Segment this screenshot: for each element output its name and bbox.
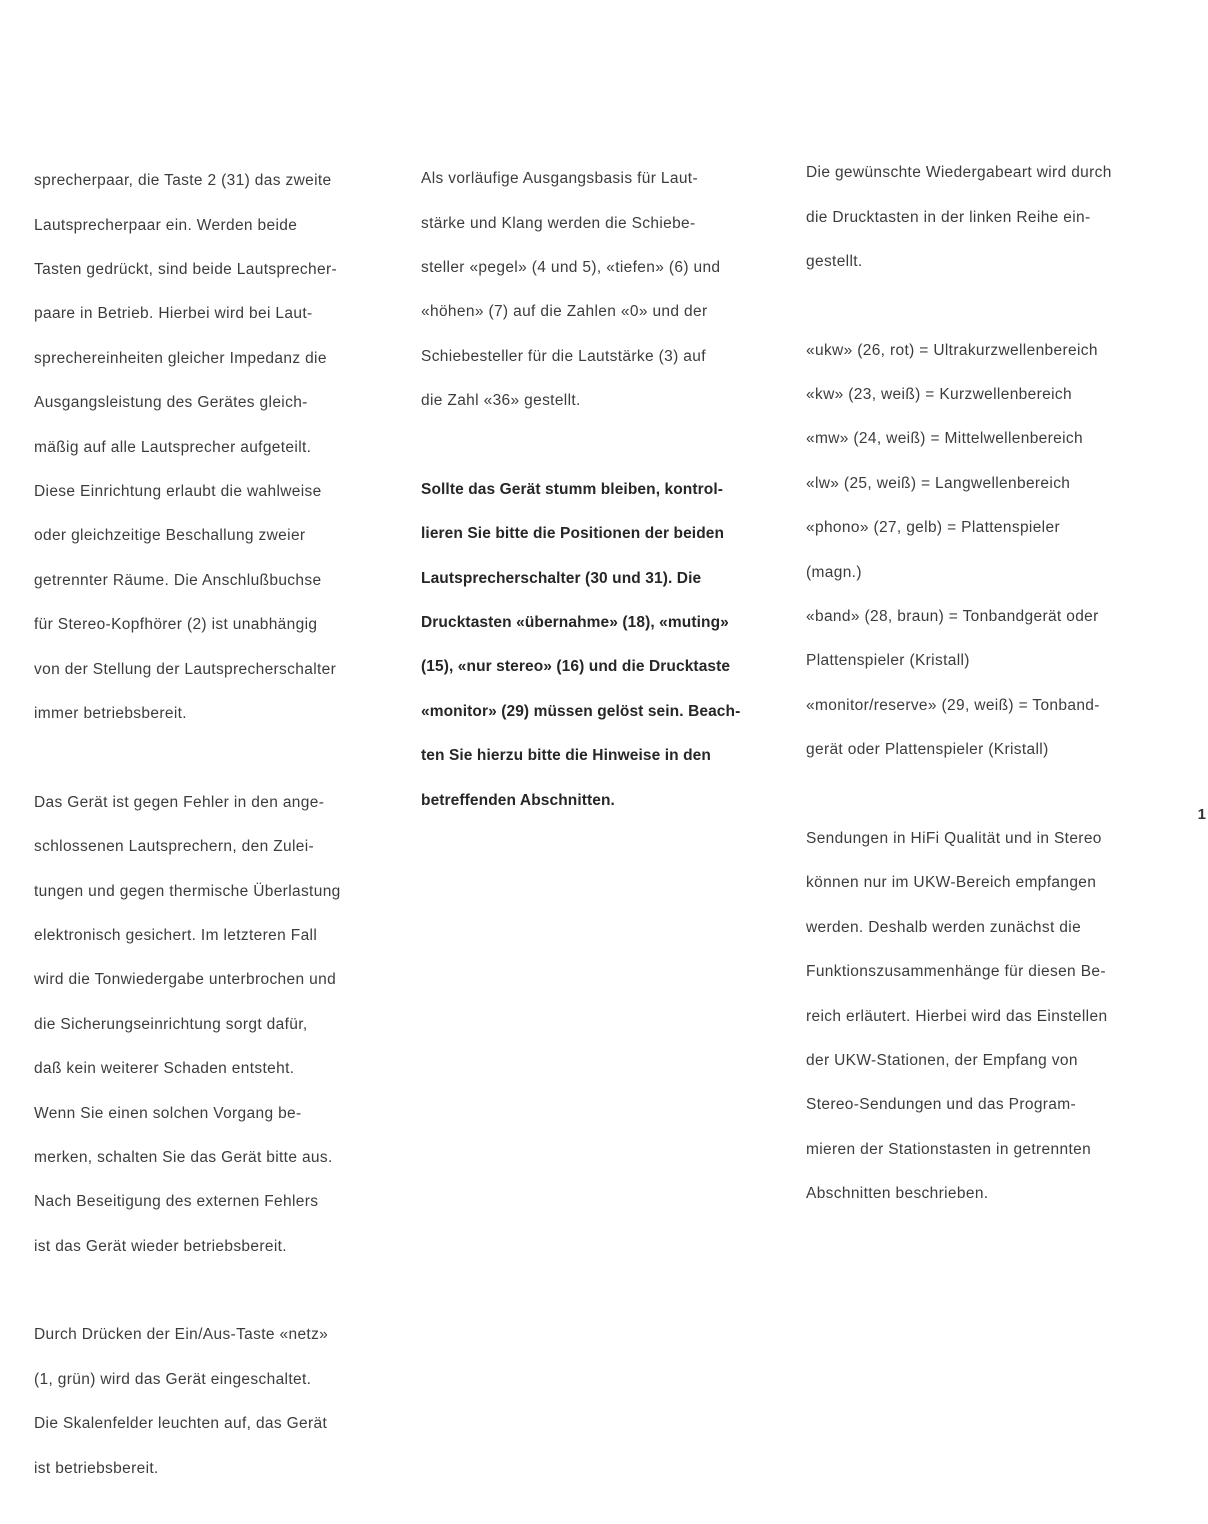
text-line: Stereo-Sendungen und das Program-	[806, 1096, 1077, 1114]
text-line: werden. Deshalb werden zunächst die	[806, 918, 1082, 936]
paragraph-protection	[34, 769, 404, 1280]
text-line: die Sicherungseinrichtung sorgt dafür,	[34, 1015, 308, 1033]
list-item: «phono» (27, gelb) = Plattenspieler	[806, 519, 1060, 537]
paragraph-speaker-pairs	[34, 148, 404, 747]
list-item: «lw» (25, weiß) = Langwellenbereich	[806, 474, 1071, 492]
list-item: (magn.)	[806, 563, 862, 581]
text-line: Sollte das Gerät stumm bleiben, kontrol-	[421, 480, 723, 498]
list-item: «band» (28, braun) = Tonbandgerät oder	[806, 608, 1099, 626]
text-line: ist das Gerät wieder betriebsbereit.	[34, 1237, 287, 1255]
list-item: Plattenspieler (Kristall)	[806, 652, 970, 670]
text-line: mieren der Stationstasten in getrennten	[806, 1140, 1092, 1158]
text-line: Nach Beseitigung des externen Fehlers	[34, 1193, 319, 1211]
text-line: sprecherpaar, die Taste 2 (31) das zweite	[34, 172, 332, 190]
text-line: für Stereo-Kopfhörer (2) ist unabhängig	[34, 616, 318, 634]
text-line: Durch Drücken der Ein/Aus-Taste «netz»	[34, 1326, 329, 1344]
text-line: steller «pegel» (4 und 5), «tiefen» (6) und	[421, 259, 721, 277]
text-line: gestellt.	[806, 253, 863, 271]
text-line: schlossenen Lautsprechern, den Zulei-	[34, 838, 315, 856]
text-line: «monitor» (29) müssen gelöst sein. Beach-	[421, 702, 741, 720]
text-line: Ausgangsleistung des Gerätes gleich-	[34, 394, 308, 412]
page-number: 1	[1197, 806, 1206, 823]
text-line: die Zahl «36» gestellt.	[421, 392, 581, 410]
text-line: Lautsprecherpaar ein. Werden beide	[34, 216, 298, 234]
text-line: der UKW-Stationen, der Empfang von	[806, 1051, 1078, 1069]
text-line: Als vorläufige Ausgangsbasis für Laut-	[421, 170, 698, 188]
paragraph-playback-mode	[806, 140, 1186, 295]
text-line: Tasten gedrückt, sind beide Lautsprecher-	[34, 261, 337, 279]
text-line: daß kein weiterer Schaden entsteht.	[34, 1060, 295, 1078]
text-line: lieren Sie bitte die Positionen der beiden	[421, 525, 725, 543]
text-line: paare in Betrieb. Hierbei wird bei Laut-	[34, 305, 313, 323]
text-line: Diese Einrichtung erlaubt die wahlweise	[34, 483, 322, 501]
list-item: «kw» (23, weiß) = Kurzwellenbereich	[806, 386, 1072, 404]
text-line: Abschnitten beschrieben.	[806, 1185, 989, 1203]
text-line: die Drucktasten in der linken Reihe ein-	[806, 208, 1091, 226]
paragraph-troubleshooting-note	[421, 457, 801, 834]
list-item: «ukw» (26, rot) = Ultrakurzwellenbereich	[806, 341, 1098, 359]
text-line: Die Skalenfelder leuchten auf, das Gerät	[34, 1415, 328, 1433]
text-line: «höhen» (7) auf die Zahlen «0» und der	[421, 303, 708, 321]
text-line: merken, schalten Sie das Gerät bitte aus.	[34, 1148, 333, 1166]
text-line: mäßig auf alle Lautsprecher aufgeteilt.	[34, 438, 312, 456]
text-line: können nur im UKW-Bereich empfangen	[806, 874, 1097, 892]
text-line: Funktionszusammenhänge für diesen Be-	[806, 963, 1106, 981]
text-column-middle	[421, 146, 801, 856]
text-line: Lautsprecherschalter (30 und 31). Die	[421, 569, 702, 587]
text-line: getrennter Räume. Die Anschlußbuchse	[34, 571, 322, 589]
paragraph-power-on	[34, 1302, 404, 1502]
paragraph-ukw-reception	[806, 806, 1186, 1228]
text-line: tungen und gegen thermische Überlastung	[34, 882, 341, 900]
text-line: sprechereinheiten gleicher Impedanz die	[34, 349, 327, 367]
text-line: stärke und Klang werden die Schiebe-	[421, 214, 696, 232]
paragraph-initial-settings	[421, 146, 801, 435]
text-line: wird die Tonwiedergabe unterbrochen und	[34, 971, 337, 989]
text-line: ist betriebsbereit.	[34, 1459, 159, 1477]
text-line: (15), «nur stereo» (16) und die Drucktaste	[421, 658, 731, 676]
text-line: Schiebesteller für die Lautstärke (3) auf	[421, 347, 706, 365]
text-line: reich erläutert. Hierbei wird das Einstellen	[806, 1007, 1108, 1025]
text-line: ten Sie hierzu bitte die Hinweise in den	[421, 747, 711, 765]
text-column-left	[34, 148, 404, 1524]
list-item: gerät oder Plattenspieler (Kristall)	[806, 741, 1049, 759]
button-function-list	[806, 317, 1186, 783]
text-line: oder gleichzeitige Beschallung zweier	[34, 527, 306, 545]
text-line: (1, grün) wird das Gerät eingeschaltet.	[34, 1370, 312, 1388]
text-line: Drucktasten «übernahme» (18), «muting»	[421, 614, 729, 632]
text-line: Die gewünschte Wiedergabeart wird durch	[806, 164, 1112, 182]
text-line: Sendungen in HiFi Qualität und in Stereo	[806, 829, 1102, 847]
list-item: «monitor/reserve» (29, weiß) = Tonband-	[806, 696, 1100, 714]
text-column-right	[806, 140, 1186, 1250]
text-line: elektronisch gesichert. Im letzteren Fall	[34, 926, 318, 944]
text-line: immer betriebsbereit.	[34, 705, 187, 723]
text-line: Das Gerät ist gegen Fehler in den ange-	[34, 793, 325, 811]
list-item: «mw» (24, weiß) = Mittelwellenbereich	[806, 430, 1083, 448]
text-line: Wenn Sie einen solchen Vorgang be-	[34, 1104, 302, 1122]
text-line: betreffenden Abschnitten.	[421, 791, 615, 809]
text-line: von der Stellung der Lautsprecherschalter	[34, 660, 337, 678]
